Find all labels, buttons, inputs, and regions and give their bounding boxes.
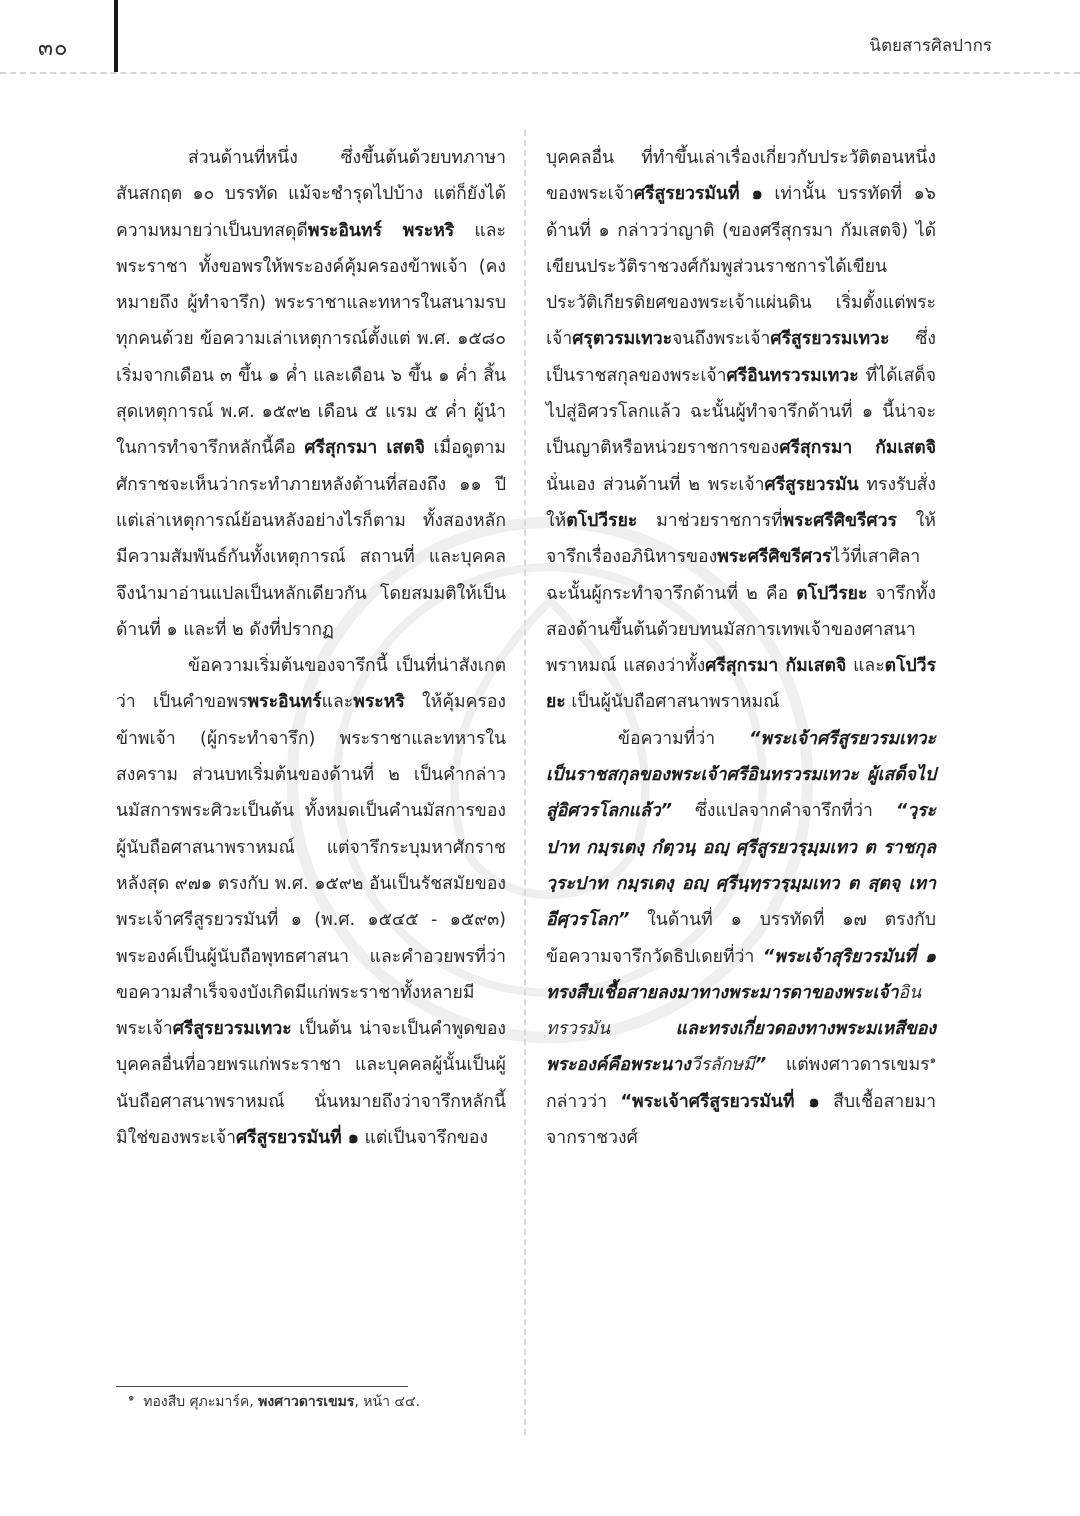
bold-term: พระอินทร์ พระหริ — [307, 220, 455, 241]
bold-term: ตโปวีรยะ — [566, 510, 638, 531]
paragraph: บุคคลอื่น ที่ทำขึ้นเล่าเรื่องเกี่ยวกับประวัติตอนหนึ่งของพระเจ้าศรีสูรยวรมันที่ ๑ เท่านั้น บรรทัดที่ ๑๖ ด้านที่ ๑ กล่าวว่าญาติ (ของศรีสุกรมา กัมเสตจิ) ได้เขียนประวัติราชวงศ์กัมพูส่วนราชการได้เขียนประวัติเกียรติยศของพระเจ้าแผ่นดิน เริ่มตั้งแต่พระเจ้าศรุตวรมเทวะจนถึงพระเจ้าศรีสูรยวรมเทวะ ซึ่งเป็นราชสกุลของพระเจ้าศรีอินทรวรมเทวะ ที่ได้เสด็จไปสู่อิศวรโลกแล้ว ฉะนั้นผู้ทำจารึกด้านที่ ๑ นี้น่าจะเป็นญาติหรือหน่วยราชการของศรีสุกรมา กัมเสตจิ นั่นเอง ส่วนด้านที่ ๒ พระเจ้าศรีสูรยวรมัน ทรงรับสั่งให้ตโปวีรยะ มาช่วยราชการที่พระศรีศิขรีศวร ให้จารึกเรื่องอภินิหารของพระศรีศิขรีศวรไว้ที่เสาศิลา ฉะนั้นผู้กระทำจารึกด้านที่ ๒ คือ ตโปวีรยะ จารึกทั้งสองด้านขึ้นต้นด้วยบทนมัสการเทพเจ้าของศาสนาพราหมณ์ แสดงว่าทั้งศรีสุกรมา กัมเสตจิ และตโปวีรยะ เป็นผู้นับถือศาสนาพราหมณ์ — [546, 148, 937, 713]
bold-term: พระหริ — [353, 692, 405, 713]
quoted-passage: “พระเจ้าสุริยวรมันที่ ๑ ทรงสืบเชื้อสายลงมาทางพระมารดาของพระเจ้า — [546, 946, 937, 1003]
bold-term: ศรุตวรมเทวะ — [572, 329, 673, 350]
header-vertical-rule — [114, 0, 118, 72]
paragraph: ข้อความที่ว่า “พระเจ้าศรีสูรยวรมเทวะ เป็นราชสกุลของพระเจ้าศรีอินทรวรมเทวะ ผู้เสด็จไปสู่อิศวรโลกแล้ว” ซึ่งแปลจากคำจารึกที่ว่า “วฺระ ปาท กมฺรเตงฺ กํตฺวนฺ อญฺ ศฺรีสูรยวรฺมฺมเทว ต ราชกุล วฺระปาท กมฺรเตงฺ อญฺ ศฺรีนฺทฺรวรฺมฺมเทว ต สฺตจฺ เทา อีศฺวรโลก” ในด้านที่ ๑ บรรทัดที่ ๑๗ ตรงกับข้อความจารึกวัดธิปเดยที่ว่า “พระเจ้าสุริยวรมันที่ ๑ ทรงสืบเชื้อสายลงมาทางพระมารดาของพระเจ้าอินทรวรมัน และทรงเกี่ยวดองทางพระมเหสีของพระองค์คือพระนางวีรลักษมี” แต่พงศาวดารเขมร$^๑$ กล่าวว่า “พระเจ้าศรีสูรยวรมันที่ ๑ สืบเชื้อสายมาจากราชวงศ์ — [546, 728, 937, 1149]
bold-term: ศรีสูรยวรมัน — [764, 474, 859, 495]
column-divider — [524, 130, 526, 1435]
bold-term: ตโปวีรยะ — [796, 583, 868, 604]
bold-term: ศรีสูรยวรมันที่ ๑ — [236, 1128, 359, 1149]
footnote-ref[interactable]: ๑ — [929, 1055, 936, 1067]
bold-term: ศรีสุกรมา กัมเสตจิ — [779, 438, 936, 459]
quoted-passage: และทรงเกี่ยวดองทางพระมเหสีของพระองค์คือพระนาง — [546, 1019, 936, 1076]
bold-term: ศรีสูรยวรมันที่ ๑ — [633, 184, 763, 205]
paragraph: ข้อความเริ่มต้นของจารึกนี้ เป็นที่น่าสังเกตว่า เป็นคำขอพรพระอินทร์และพระหริ ให้คุ้มครองข้าพเจ้า (ผู้กระทำจารึก) พระราชาและทหารในสงคราม ส่วนบทเริ่มต้นของด้านที่ ๒ เป็นคำกล่าวนมัสการพระศิวะเป็นต้น ทั้งหมดเป็นคำนมัสการของผู้นับถือศาสนาพราหมณ์ แต่จารึกระบุมหาศักราชหลังสุด ๙๗๑ ตรงกับ พ.ศ. ๑๕๙๒ อันเป็นรัชสมัยของพระเจ้าศรีสูรยวรมันที่ ๑ (พ.ศ. ๑๕๔๕ - ๑๕๙๓) พระองค์เป็นผู้นับถือพุทธศาสนา และคำอวยพรที่ว่า ขอความสำเร็จจงบังเกิดมีแก่พระราชาทั้งหลายมีพระเจ้าศรีสูรยวรมเทวะ เป็นต้น น่าจะเป็นคำพูดของบุคคลอื่นที่อวยพรแก่พระราชา และบุคคลผู้นั้นเป็นผู้นับถือศาสนาพราหมณ์ นั่นหมายถึงว่าจารึกหลักนี้ มิใช่ของพระเจ้าศรีสูรยวรมันที่ ๑ แต่เป็นจารึกของ — [116, 656, 506, 1149]
quoted-passage: อินทรวรมัน — [546, 982, 922, 1040]
footnote: $^๑$ ทองสืบ ศุภะมาร์ค, พงศาวดารเขมร, หน้า ๔๔. — [128, 1392, 421, 1410]
bold-term: พระศรีศิขรีศวร — [717, 547, 832, 568]
bold-term: พระศรีศิขรีศวร — [782, 510, 897, 531]
quoted-passage: “พระเจ้าศรีสูรยวรมเทวะ เป็นราชสกุลของพระเจ้าศรีอินทรวรมเทวะ ผู้เสด็จไปสู่อิศวรโลกแล้ว” — [546, 728, 936, 822]
quoted-passage: ” — [754, 1055, 767, 1076]
footnote-rule — [116, 1386, 408, 1387]
quoted-passage: วีรลักษมี — [690, 1055, 755, 1076]
bold-term: ตโปวีรยะ — [546, 656, 937, 713]
paragraph: ส่วนด้านที่หนึ่ง ซึ่งขึ้นต้นด้วยบทภาษาสันสกฤต ๑๐ บรรทัด แม้จะชำรุดไปบ้าง แต่ก็ยังได้ความหมายว่าเป็นบทสดุดีพระอินทร์ พระหริ และพระราชา ทั้งขอพรให้พระองค์คุ้มครองข้าพเจ้า (คงหมายถึง ผู้ทำจารึก) พระราชาและทหารในสนามรบทุกคนด้วย ข้อความเล่าเหตุการณ์ตั้งแต่ พ.ศ. ๑๕๘๐ เริ่มจากเดือน ๓ ขึ้น ๑ ค่ำ และเดือน ๖ ขึ้น ๑ ค่ำ สิ้นสุดเหตุการณ์ พ.ศ. ๑๕๙๒ เดือน ๕ แรม ๕ ค่ำ ผู้นำในการทำจารึกหลักนี้คือ ศรีสุกรมา เสตจิ เมื่อดูตามศักราชจะเห็นว่ากระทำภายหลังด้านที่สองถึง ๑๑ ปี แต่เล่าเหตุการณ์ย้อนหลังอย่างไรก็ตาม ทั้งสองหลักมีความสัมพันธ์กันทั้งเหตุการณ์ สถานที่ และบุคคล จึงนำมาอ่านแปลเป็นหลักเดียวกัน โดยสมมติให้เป็นด้านที่ ๑ และที่ ๒ ดังที่ปรากฏ — [116, 148, 506, 640]
quoted-passage: “วฺระ ปาท กมฺรเตงฺ กํตฺวนฺ อญฺ ศฺรีสูรยวรฺมฺมเทว ต ราชกุล วฺระปาท กมฺรเตงฺ อญฺ ศฺรีนฺทฺรวรฺมฺมเทว ต สฺตจฺ เทา อีศฺวรโลก” — [546, 801, 936, 931]
footnote-title: พงศาวดารเขมร — [258, 1394, 355, 1410]
bold-term: ศรีสุกรมา เสตจิ — [304, 438, 425, 459]
header-dashed-rule — [0, 72, 1080, 74]
bold-term: ศรีสูรยวรมเทวะ — [172, 1019, 292, 1040]
left-column — [116, 140, 506, 1156]
footnote-marker: ๑ — [128, 1392, 135, 1404]
bold-term: ศรีสุกรมา กัมเสตจิ — [705, 656, 847, 677]
bold-term: ศรีสูรยวรมเทวะ — [770, 329, 890, 350]
bold-term: ศรีอินทรวรมเทวะ — [726, 365, 859, 386]
right-column — [546, 140, 936, 1156]
journal-name: นิตยสารศิลปากร — [869, 36, 992, 56]
bold-term: พระอินทร์ — [247, 692, 322, 713]
bold-term: “พระเจ้าศรีสูรยวรมันที่ ๑ — [620, 1091, 820, 1112]
page-number: ๓๐ — [38, 36, 69, 61]
